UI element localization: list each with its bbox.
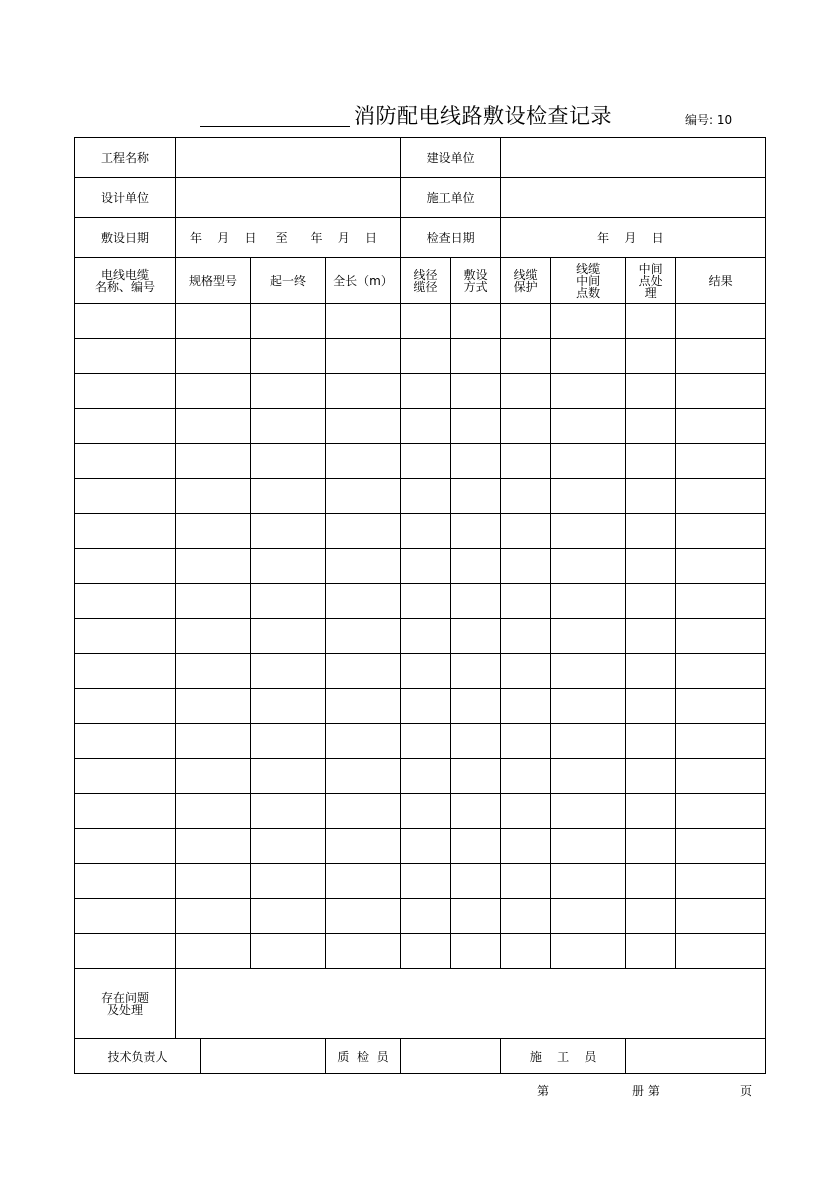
cell-result[interactable] — [676, 864, 766, 899]
project-name-field[interactable] — [176, 138, 401, 178]
column-header-row — [75, 258, 766, 304]
cell-cable-name[interactable] — [75, 304, 176, 339]
cell-protection[interactable] — [501, 619, 551, 654]
cell-cable-name[interactable] — [75, 549, 176, 584]
col-header-spec: 规格型号 — [176, 258, 251, 304]
cell-result[interactable] — [676, 479, 766, 514]
footer-volume-prefix: 第 — [537, 1084, 550, 1098]
cell-laying-method[interactable] — [451, 339, 501, 374]
cell-start-end[interactable] — [251, 724, 326, 759]
cell-start-end[interactable] — [251, 304, 326, 339]
cell-diameter[interactable] — [401, 619, 451, 654]
cell-result[interactable] — [676, 339, 766, 374]
cell-length[interactable] — [326, 689, 401, 724]
cell-diameter[interactable] — [401, 549, 451, 584]
cell-spec[interactable] — [176, 899, 251, 934]
cell-mid-treatment[interactable] — [626, 374, 676, 409]
cell-cable-name[interactable] — [75, 759, 176, 794]
table-row — [75, 689, 766, 724]
cell-mid-treatment[interactable] — [626, 304, 676, 339]
cell-result[interactable] — [676, 899, 766, 934]
cell-result[interactable] — [676, 374, 766, 409]
contractor-field[interactable] — [501, 178, 766, 218]
cell-mid-points[interactable] — [551, 339, 626, 374]
cell-start-end[interactable] — [251, 514, 326, 549]
cell-length[interactable] — [326, 409, 401, 444]
cell-result[interactable] — [676, 444, 766, 479]
worker-field[interactable] — [626, 1039, 766, 1074]
cell-start-end[interactable] — [251, 479, 326, 514]
cell-length[interactable] — [326, 864, 401, 899]
form-code: 编号: 10 — [685, 113, 733, 127]
cell-length[interactable] — [326, 654, 401, 689]
cell-mid-points[interactable] — [551, 514, 626, 549]
cell-diameter[interactable] — [401, 514, 451, 549]
cell-protection[interactable] — [501, 549, 551, 584]
cell-cable-name[interactable] — [75, 339, 176, 374]
cell-laying-method[interactable] — [451, 304, 501, 339]
check-date-field[interactable]: 年 月 日 — [501, 218, 766, 258]
table-row — [75, 794, 766, 829]
table-row — [75, 409, 766, 444]
cell-mid-points[interactable] — [551, 584, 626, 619]
table-row — [75, 304, 766, 339]
cell-spec[interactable] — [176, 549, 251, 584]
tech-lead-label: 技术负责人 — [75, 1039, 201, 1074]
cell-length[interactable] — [326, 829, 401, 864]
col-header-laying-method: 敷设 方式 — [451, 258, 501, 304]
cell-result[interactable] — [676, 934, 766, 969]
cell-mid-treatment[interactable] — [626, 724, 676, 759]
table-row — [75, 619, 766, 654]
cell-result[interactable] — [676, 549, 766, 584]
cell-start-end[interactable] — [251, 444, 326, 479]
cell-diameter[interactable] — [401, 654, 451, 689]
cell-protection[interactable] — [501, 479, 551, 514]
cell-mid-treatment[interactable] — [626, 514, 676, 549]
cell-mid-treatment[interactable] — [626, 864, 676, 899]
cell-mid-points[interactable] — [551, 899, 626, 934]
cell-laying-method[interactable] — [451, 759, 501, 794]
cell-protection[interactable] — [501, 724, 551, 759]
cell-diameter[interactable] — [401, 584, 451, 619]
cell-result[interactable] — [676, 724, 766, 759]
table-row — [75, 339, 766, 374]
cell-mid-points[interactable] — [551, 794, 626, 829]
builder-field[interactable] — [501, 138, 766, 178]
cell-protection[interactable] — [501, 514, 551, 549]
cell-cable-name[interactable] — [75, 794, 176, 829]
cell-result[interactable] — [676, 584, 766, 619]
cell-cable-name[interactable] — [75, 724, 176, 759]
table-row — [75, 759, 766, 794]
cell-diameter[interactable] — [401, 479, 451, 514]
cell-start-end[interactable] — [251, 374, 326, 409]
designer-field[interactable] — [176, 178, 401, 218]
col-header-cable-name: 电线电缆 名称、编号 — [75, 258, 176, 304]
cell-cable-name[interactable] — [75, 409, 176, 444]
cell-spec[interactable] — [176, 829, 251, 864]
cell-laying-method[interactable] — [451, 689, 501, 724]
contractor-label: 施工单位 — [401, 178, 501, 218]
table-row — [75, 584, 766, 619]
cell-spec[interactable] — [176, 759, 251, 794]
designer-label: 设计单位 — [75, 178, 176, 218]
cell-start-end[interactable] — [251, 759, 326, 794]
issues-row — [75, 969, 766, 1039]
cell-diameter[interactable] — [401, 374, 451, 409]
cell-laying-method[interactable] — [451, 444, 501, 479]
cell-diameter[interactable] — [401, 934, 451, 969]
cell-protection[interactable] — [501, 689, 551, 724]
cell-diameter[interactable] — [401, 794, 451, 829]
cell-diameter[interactable] — [401, 689, 451, 724]
cell-diameter[interactable] — [401, 444, 451, 479]
cell-diameter[interactable] — [401, 759, 451, 794]
col-header-diameter: 线径 缆径 — [401, 258, 451, 304]
cell-mid-points[interactable] — [551, 619, 626, 654]
col-header-mid-treatment: 中间 点处 理 — [626, 258, 676, 304]
cell-length[interactable] — [326, 479, 401, 514]
cell-laying-method[interactable] — [451, 514, 501, 549]
table-row — [75, 934, 766, 969]
cell-mid-points[interactable] — [551, 654, 626, 689]
cell-start-end[interactable] — [251, 794, 326, 829]
title-blank-line — [200, 126, 350, 127]
cell-mid-treatment[interactable] — [626, 829, 676, 864]
cell-diameter[interactable] — [401, 304, 451, 339]
cell-laying-method[interactable] — [451, 794, 501, 829]
table-row — [75, 444, 766, 479]
cell-mid-treatment[interactable] — [626, 479, 676, 514]
cell-protection[interactable] — [501, 584, 551, 619]
cell-laying-method[interactable] — [451, 829, 501, 864]
cell-protection[interactable] — [501, 934, 551, 969]
cell-mid-points[interactable] — [551, 724, 626, 759]
col-header-length: 全长（m） — [326, 258, 401, 304]
cell-cable-name[interactable] — [75, 619, 176, 654]
project-name-label: 工程名称 — [75, 138, 176, 178]
cell-spec[interactable] — [176, 934, 251, 969]
laying-date-label: 敷设日期 — [75, 218, 176, 258]
cell-protection[interactable] — [501, 304, 551, 339]
cell-cable-name[interactable] — [75, 654, 176, 689]
cell-result[interactable] — [676, 654, 766, 689]
cell-start-end[interactable] — [251, 654, 326, 689]
table-row — [75, 549, 766, 584]
cell-mid-points[interactable] — [551, 759, 626, 794]
cell-laying-method[interactable] — [451, 584, 501, 619]
cell-spec[interactable] — [176, 374, 251, 409]
table-row — [75, 374, 766, 409]
table-row — [75, 864, 766, 899]
cell-result[interactable] — [676, 794, 766, 829]
cell-diameter[interactable] — [401, 339, 451, 374]
cell-mid-treatment[interactable] — [626, 934, 676, 969]
cell-mid-points[interactable] — [551, 374, 626, 409]
cell-length[interactable] — [326, 584, 401, 619]
cell-diameter[interactable] — [401, 829, 451, 864]
cell-start-end[interactable] — [251, 689, 326, 724]
cell-start-end[interactable] — [251, 409, 326, 444]
col-header-start-end: 起一终 — [251, 258, 326, 304]
cell-length[interactable] — [326, 724, 401, 759]
footer-page-suffix: 页 — [740, 1084, 753, 1098]
cell-result[interactable] — [676, 689, 766, 724]
cell-result[interactable] — [676, 829, 766, 864]
cell-length[interactable] — [326, 549, 401, 584]
cell-laying-method[interactable] — [451, 899, 501, 934]
cell-protection[interactable] — [501, 444, 551, 479]
worker-label: 施 工 员 — [501, 1039, 626, 1074]
cell-mid-treatment[interactable] — [626, 339, 676, 374]
cell-protection[interactable] — [501, 409, 551, 444]
cell-protection[interactable] — [501, 339, 551, 374]
cell-mid-points[interactable] — [551, 304, 626, 339]
cell-spec[interactable] — [176, 584, 251, 619]
cell-protection[interactable] — [501, 829, 551, 864]
cell-mid-treatment[interactable] — [626, 619, 676, 654]
cell-start-end[interactable] — [251, 864, 326, 899]
cell-spec[interactable] — [176, 689, 251, 724]
cell-spec[interactable] — [176, 619, 251, 654]
cell-mid-treatment[interactable] — [626, 409, 676, 444]
cell-result[interactable] — [676, 759, 766, 794]
cell-spec[interactable] — [176, 409, 251, 444]
cell-mid-treatment[interactable] — [626, 584, 676, 619]
cell-cable-name[interactable] — [75, 374, 176, 409]
cell-start-end[interactable] — [251, 934, 326, 969]
table-row — [75, 829, 766, 864]
cell-laying-method[interactable] — [451, 479, 501, 514]
cell-spec[interactable] — [176, 794, 251, 829]
cell-laying-method[interactable] — [451, 619, 501, 654]
signature-row — [75, 1039, 766, 1074]
cell-spec[interactable] — [176, 864, 251, 899]
cell-start-end[interactable] — [251, 899, 326, 934]
issues-label: 存在问题 及处理 — [75, 969, 176, 1039]
cell-laying-method[interactable] — [451, 724, 501, 759]
cell-cable-name[interactable] — [75, 864, 176, 899]
table-row — [75, 514, 766, 549]
cell-protection[interactable] — [501, 794, 551, 829]
cell-mid-points[interactable] — [551, 479, 626, 514]
cell-length[interactable] — [326, 374, 401, 409]
cell-length[interactable] — [326, 339, 401, 374]
cell-length[interactable] — [326, 444, 401, 479]
cell-cable-name[interactable] — [75, 689, 176, 724]
cell-protection[interactable] — [501, 654, 551, 689]
cell-mid-treatment[interactable] — [626, 759, 676, 794]
cell-mid-points[interactable] — [551, 829, 626, 864]
cell-laying-method[interactable] — [451, 864, 501, 899]
cell-spec[interactable] — [176, 654, 251, 689]
cell-laying-method[interactable] — [451, 549, 501, 584]
cell-laying-method[interactable] — [451, 374, 501, 409]
cell-cable-name[interactable] — [75, 444, 176, 479]
cell-result[interactable] — [676, 514, 766, 549]
cell-mid-treatment[interactable] — [626, 549, 676, 584]
cell-mid-points[interactable] — [551, 689, 626, 724]
cell-mid-treatment[interactable] — [626, 899, 676, 934]
cell-length[interactable] — [326, 304, 401, 339]
builder-label: 建设单位 — [401, 138, 501, 178]
cell-cable-name[interactable] — [75, 934, 176, 969]
inspector-field[interactable] — [401, 1039, 501, 1074]
cell-start-end[interactable] — [251, 339, 326, 374]
date-row — [75, 218, 766, 258]
cell-diameter[interactable] — [401, 409, 451, 444]
cell-laying-method[interactable] — [451, 654, 501, 689]
cell-cable-name[interactable] — [75, 899, 176, 934]
cell-diameter[interactable] — [401, 724, 451, 759]
footer-volume-suffix: 册 第 — [632, 1084, 660, 1098]
cell-cable-name[interactable] — [75, 829, 176, 864]
table-row — [75, 479, 766, 514]
cell-start-end[interactable] — [251, 584, 326, 619]
cell-spec[interactable] — [176, 339, 251, 374]
cell-spec[interactable] — [176, 514, 251, 549]
cell-mid-treatment[interactable] — [626, 444, 676, 479]
cell-diameter[interactable] — [401, 864, 451, 899]
inspector-label: 质 检 员 — [326, 1039, 401, 1074]
cell-result[interactable] — [676, 409, 766, 444]
cell-cable-name[interactable] — [75, 514, 176, 549]
table-row — [75, 899, 766, 934]
cell-cable-name[interactable] — [75, 584, 176, 619]
issues-field[interactable] — [176, 969, 766, 1039]
col-header-mid-points: 线缆 中间 点数 — [551, 258, 626, 304]
cell-protection[interactable] — [501, 899, 551, 934]
cell-protection[interactable] — [501, 759, 551, 794]
cell-result[interactable] — [676, 304, 766, 339]
inspection-table — [74, 137, 766, 1074]
cell-mid-points[interactable] — [551, 444, 626, 479]
cell-spec[interactable] — [176, 304, 251, 339]
cell-mid-treatment[interactable] — [626, 794, 676, 829]
cell-start-end[interactable] — [251, 549, 326, 584]
cell-spec[interactable] — [176, 724, 251, 759]
cell-diameter[interactable] — [401, 899, 451, 934]
project-row — [75, 138, 766, 178]
cell-mid-treatment[interactable] — [626, 689, 676, 724]
cell-protection[interactable] — [501, 374, 551, 409]
cell-mid-points[interactable] — [551, 409, 626, 444]
cell-length[interactable] — [326, 899, 401, 934]
cell-spec[interactable] — [176, 444, 251, 479]
table-row — [75, 724, 766, 759]
cell-start-end[interactable] — [251, 619, 326, 654]
page-title: 消防配电线路敷设检查记录 — [354, 104, 612, 128]
cell-length[interactable] — [326, 619, 401, 654]
cell-length[interactable] — [326, 514, 401, 549]
laying-date-field[interactable]: 年 月 日 至 年 月 日 — [176, 218, 401, 258]
cell-laying-method[interactable] — [451, 934, 501, 969]
cell-mid-points[interactable] — [551, 864, 626, 899]
cell-length[interactable] — [326, 794, 401, 829]
cell-mid-points[interactable] — [551, 549, 626, 584]
cell-cable-name[interactable] — [75, 479, 176, 514]
cell-spec[interactable] — [176, 479, 251, 514]
cell-laying-method[interactable] — [451, 409, 501, 444]
table-row — [75, 654, 766, 689]
cell-result[interactable] — [676, 619, 766, 654]
col-header-result: 结果 — [676, 258, 766, 304]
designer-row — [75, 178, 766, 218]
check-date-label: 检查日期 — [401, 218, 501, 258]
col-header-protection: 线缆 保护 — [501, 258, 551, 304]
cell-mid-treatment[interactable] — [626, 654, 676, 689]
cell-mid-points[interactable] — [551, 934, 626, 969]
cell-protection[interactable] — [501, 864, 551, 899]
cell-start-end[interactable] — [251, 829, 326, 864]
tech-lead-field[interactable] — [201, 1039, 326, 1074]
cell-length[interactable] — [326, 934, 401, 969]
cell-length[interactable] — [326, 759, 401, 794]
